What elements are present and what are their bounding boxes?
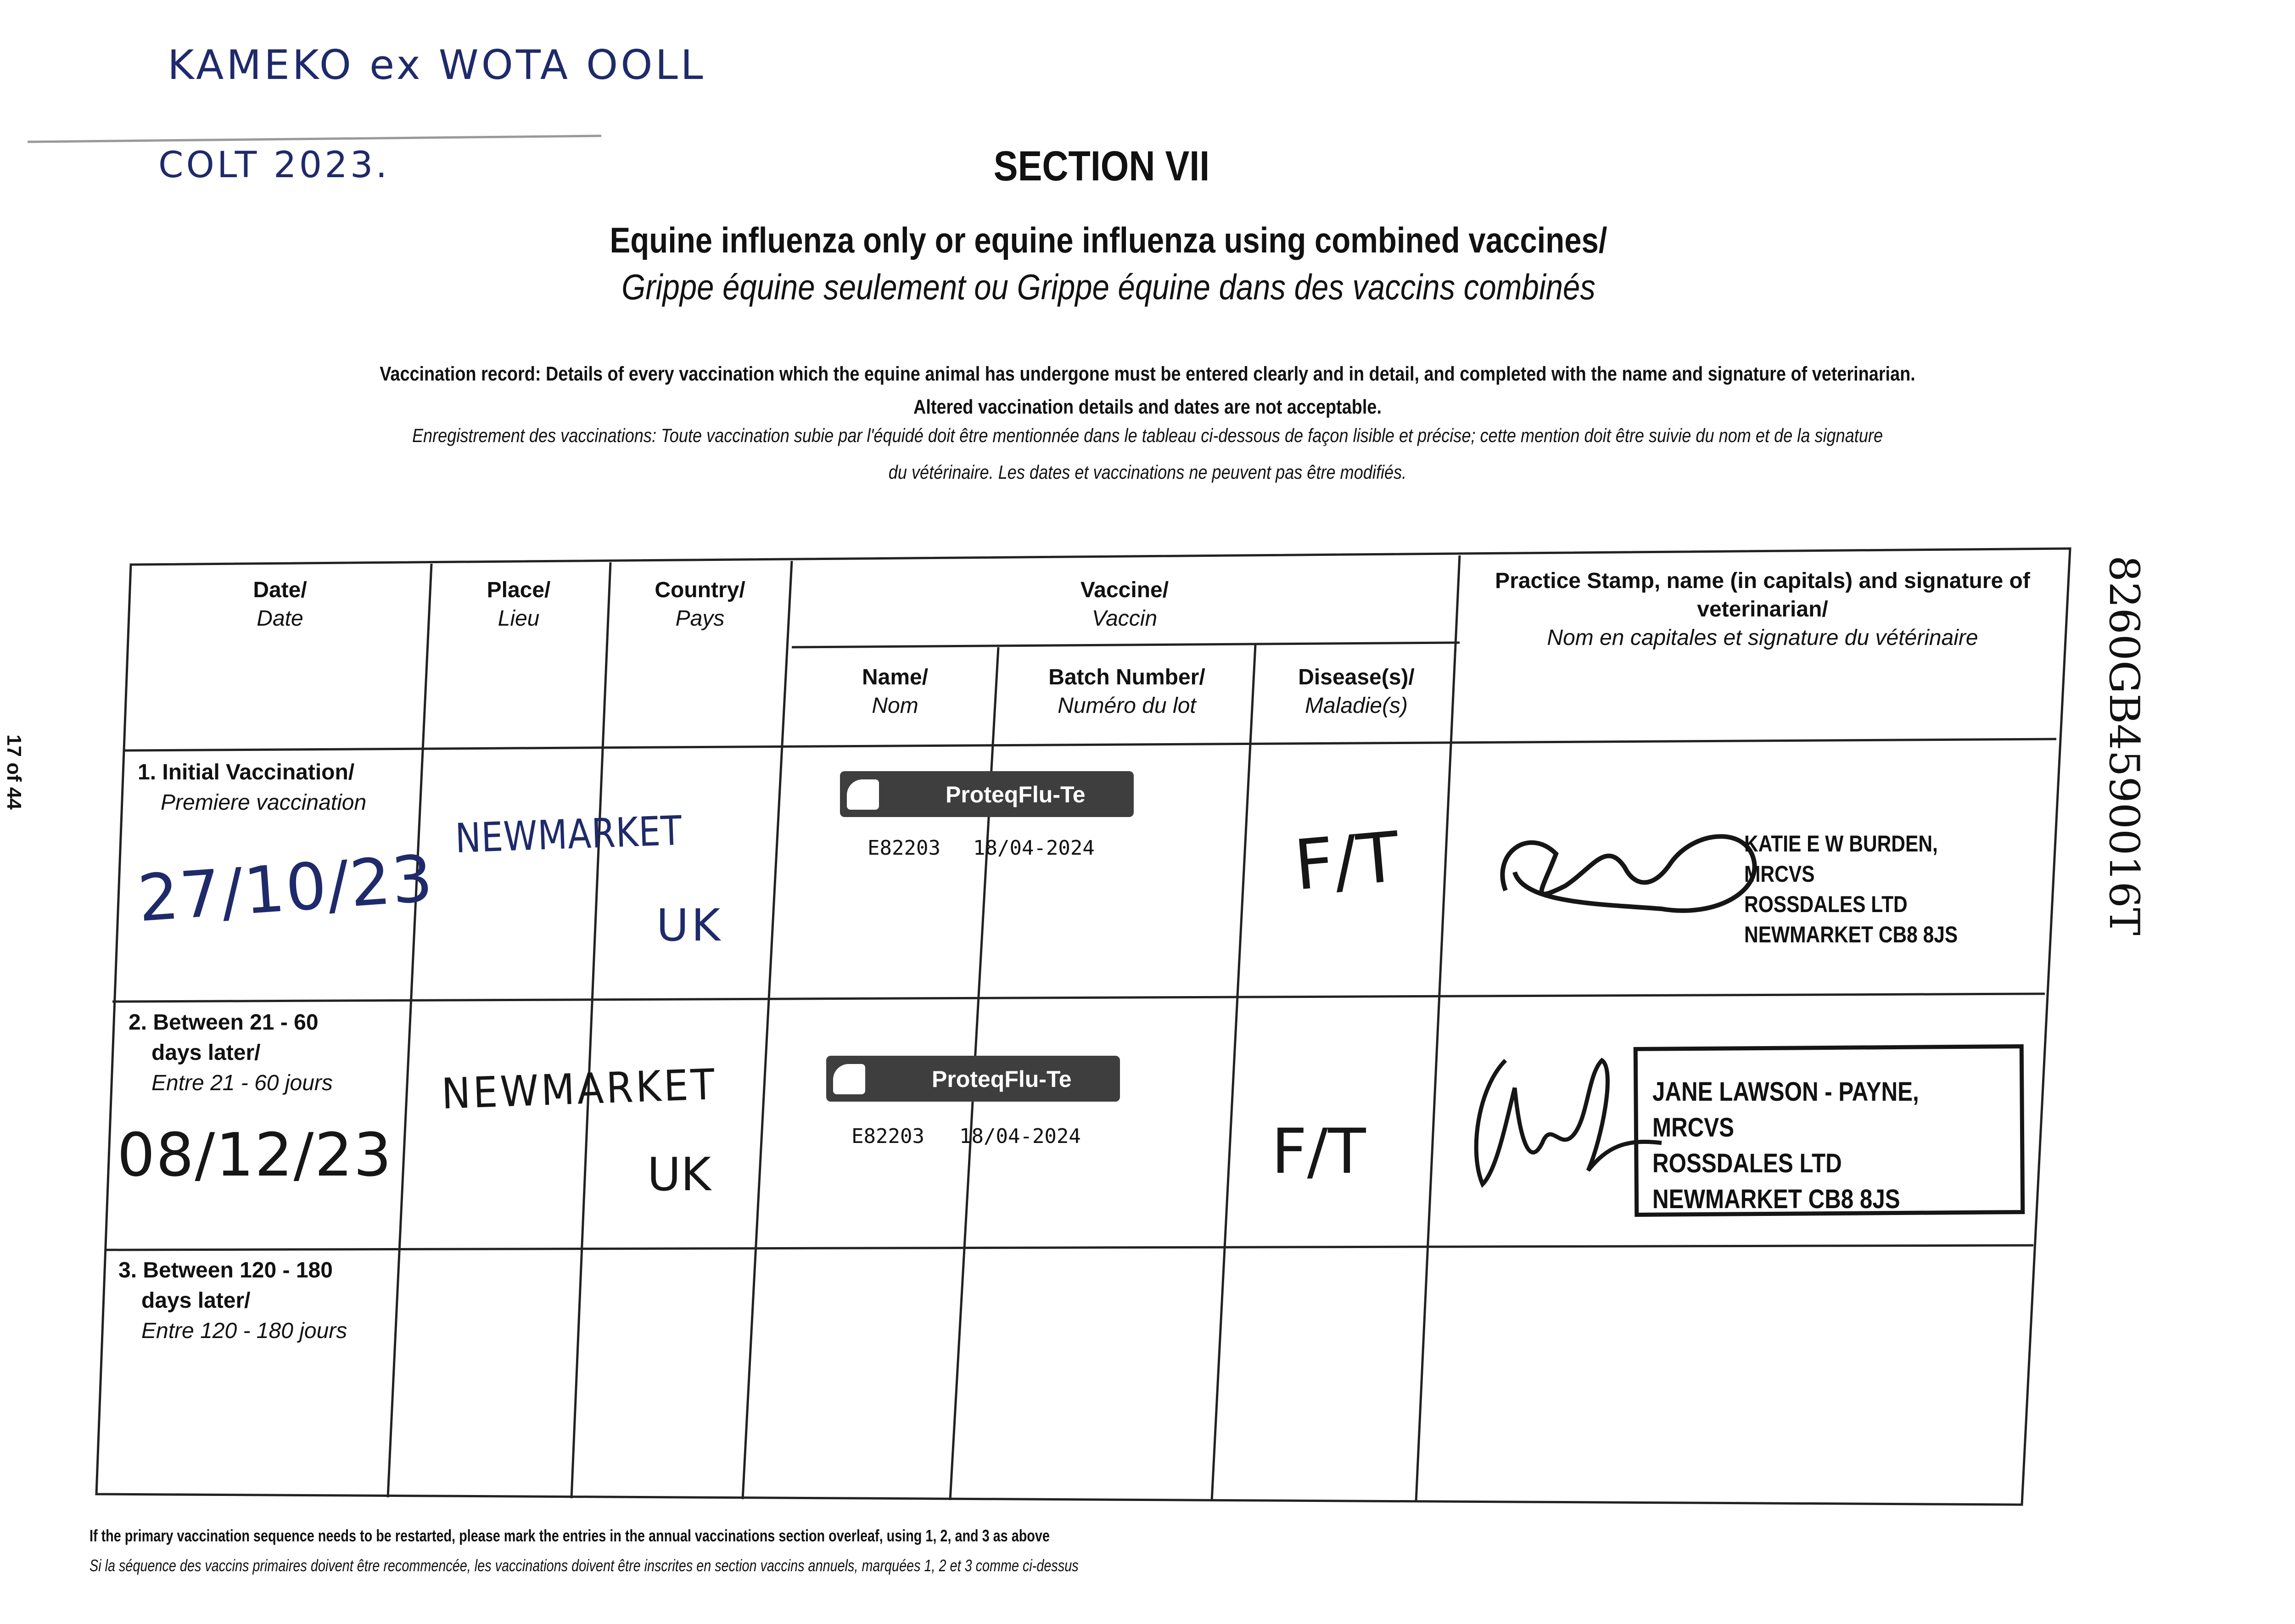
header-practice-en: Practice Stamp, name (in capitals) and signature of veterinarian/ [1495,569,2030,622]
header-batch-fr: Numéro du lot [1058,694,1196,718]
row1-stamp-vet: KATIE E W BURDEN, MRCVS [1744,831,1938,887]
footer-french: Si la séquence des vaccins primaires doivent être recommencée, les vaccinations doivent être inscrites en section vaccins annuels, marquées 1, 2 et 3 comme ci-dessus [90,1556,1079,1575]
notice-english-2: Altered vaccination details and dates are not acceptable. [913,396,1382,418]
handwritten-colt-line: COLT 2023. [158,145,390,186]
header-disease-en: Disease(s)/ [1298,665,1415,689]
row3-label [118,1255,394,1346]
header-vaccine-fr: Vaccin [1092,606,1158,631]
header-date [138,576,422,633]
document-id: 8260GB4590016T [2100,555,2148,935]
row2-label-en: 2. Between 21 - 60 [129,1010,319,1035]
row2-place: NEWMARKET [441,1060,718,1119]
row1-vaccine-label [840,771,1134,817]
header-place [436,576,601,633]
row1-label-fr: Premiere vaccination [161,790,367,815]
row1-stamp [1744,829,2010,950]
row2-stamp-vet: JANE LAWSON - PAYNE, MRCVS [1652,1077,1919,1142]
row2-batch: E82203 [851,1125,924,1148]
row3-label-en2: days later/ [141,1288,251,1313]
header-vaccine-en: Vaccine/ [1080,578,1169,602]
header-disease-fr: Maladie(s) [1304,694,1408,718]
row3-label-en: 3. Between 120 - 180 [118,1258,333,1282]
row1-expiry: 18/04-2024 [973,836,1095,860]
header-name [799,663,991,720]
row1-stamp-address: NEWMARKET CB8 8JS [1744,922,1958,947]
row1-vaccine-brand: ProteqFlu-Te [946,782,1086,807]
row1-country: UK [656,900,723,951]
header-place-en: Place/ [487,578,551,602]
header-country [615,576,785,633]
header-disease [1260,663,1453,720]
header-batch [1003,663,1251,720]
header-practice [1478,567,2047,652]
header-country-fr: Pays [675,606,725,631]
title-french: Grippe équine seulement ou Grippe équine dans des vaccins combinés [621,267,1595,307]
notice-english-1: Vaccination record: Details of every vaccination which the equine animal has undergone must be entered clearly and in detail, and completed with the name and signature of veterinarian. [380,363,1915,385]
row1-vaccine-logo-icon [847,779,879,810]
row1-disease: F/T [1291,817,1403,906]
row1-date: 27/10/23 [135,841,436,937]
row1-place: NEWMARKET [454,806,683,862]
notice-french-2: du vétérinaire. Les dates et vaccinations ne peuvent pas être modifiés. [888,461,1407,483]
footer-english: If the primary vaccination sequence needs to be restarted, please mark the entries in the annual vaccinations section overleaf, using 1, 2, and 3 as above [90,1526,1050,1545]
row2-stamp-practice: ROSSDALES LTD [1652,1148,1842,1178]
title-english: Equine influenza only or equine influenza using combined vaccines/ [610,220,1607,260]
row1-signature [1487,799,1772,936]
row2-disease: F/T [1271,1115,1366,1187]
notice-french-1: Enregistrement des vaccinations: Toute vaccination subie par l'équidé doit être mentionnée dans le tableau ci-dessous de façon lisible et précise; cette mention doit être suivie du nom et de la signature [412,425,1883,446]
row1-batch: E82203 [868,836,940,860]
header-place-fr: Lieu [498,606,540,631]
header-country-en: Country/ [655,578,745,602]
header-vaccine [796,576,1453,633]
row2-label [129,1008,404,1098]
row2-vaccine-logo-icon [833,1064,865,1094]
header-name-fr: Nom [872,694,918,718]
row2-vaccine-brand: ProteqFlu-Te [932,1066,1072,1092]
row3-label-fr: Entre 120 - 180 jours [141,1319,347,1343]
row2-label-en2: days later/ [151,1041,261,1065]
row2-date: 08/12/23 [117,1120,392,1190]
handwritten-name-line: KAMEKO ex WOTA OOLL [168,41,706,89]
header-name-en: Name/ [862,665,929,689]
section-title: SECTION VII [993,143,1210,190]
header-batch-en: Batch Number/ [1048,665,1205,689]
row2-stamp [1652,1074,1996,1217]
row2-stamp-address: NEWMARKET CB8 8JS [1652,1184,1900,1214]
row1-label-en: 1. Initial Vaccination/ [138,760,355,784]
row1-stamp-practice: ROSSDALES LTD [1744,891,1908,917]
header-date-en: Date/ [253,578,307,602]
row2-label-fr: Entre 21 - 60 jours [151,1071,333,1095]
header-date-fr: Date [257,606,303,631]
row2-expiry: 18/04-2024 [959,1125,1081,1148]
row2-country: UK [647,1148,711,1201]
row2-vaccine-label [826,1056,1120,1102]
row1-label [138,757,413,818]
header-practice-fr: Nom en capitales et signature du vétérinaire [1547,626,1978,650]
page-number: 17 of 44 [3,734,25,810]
